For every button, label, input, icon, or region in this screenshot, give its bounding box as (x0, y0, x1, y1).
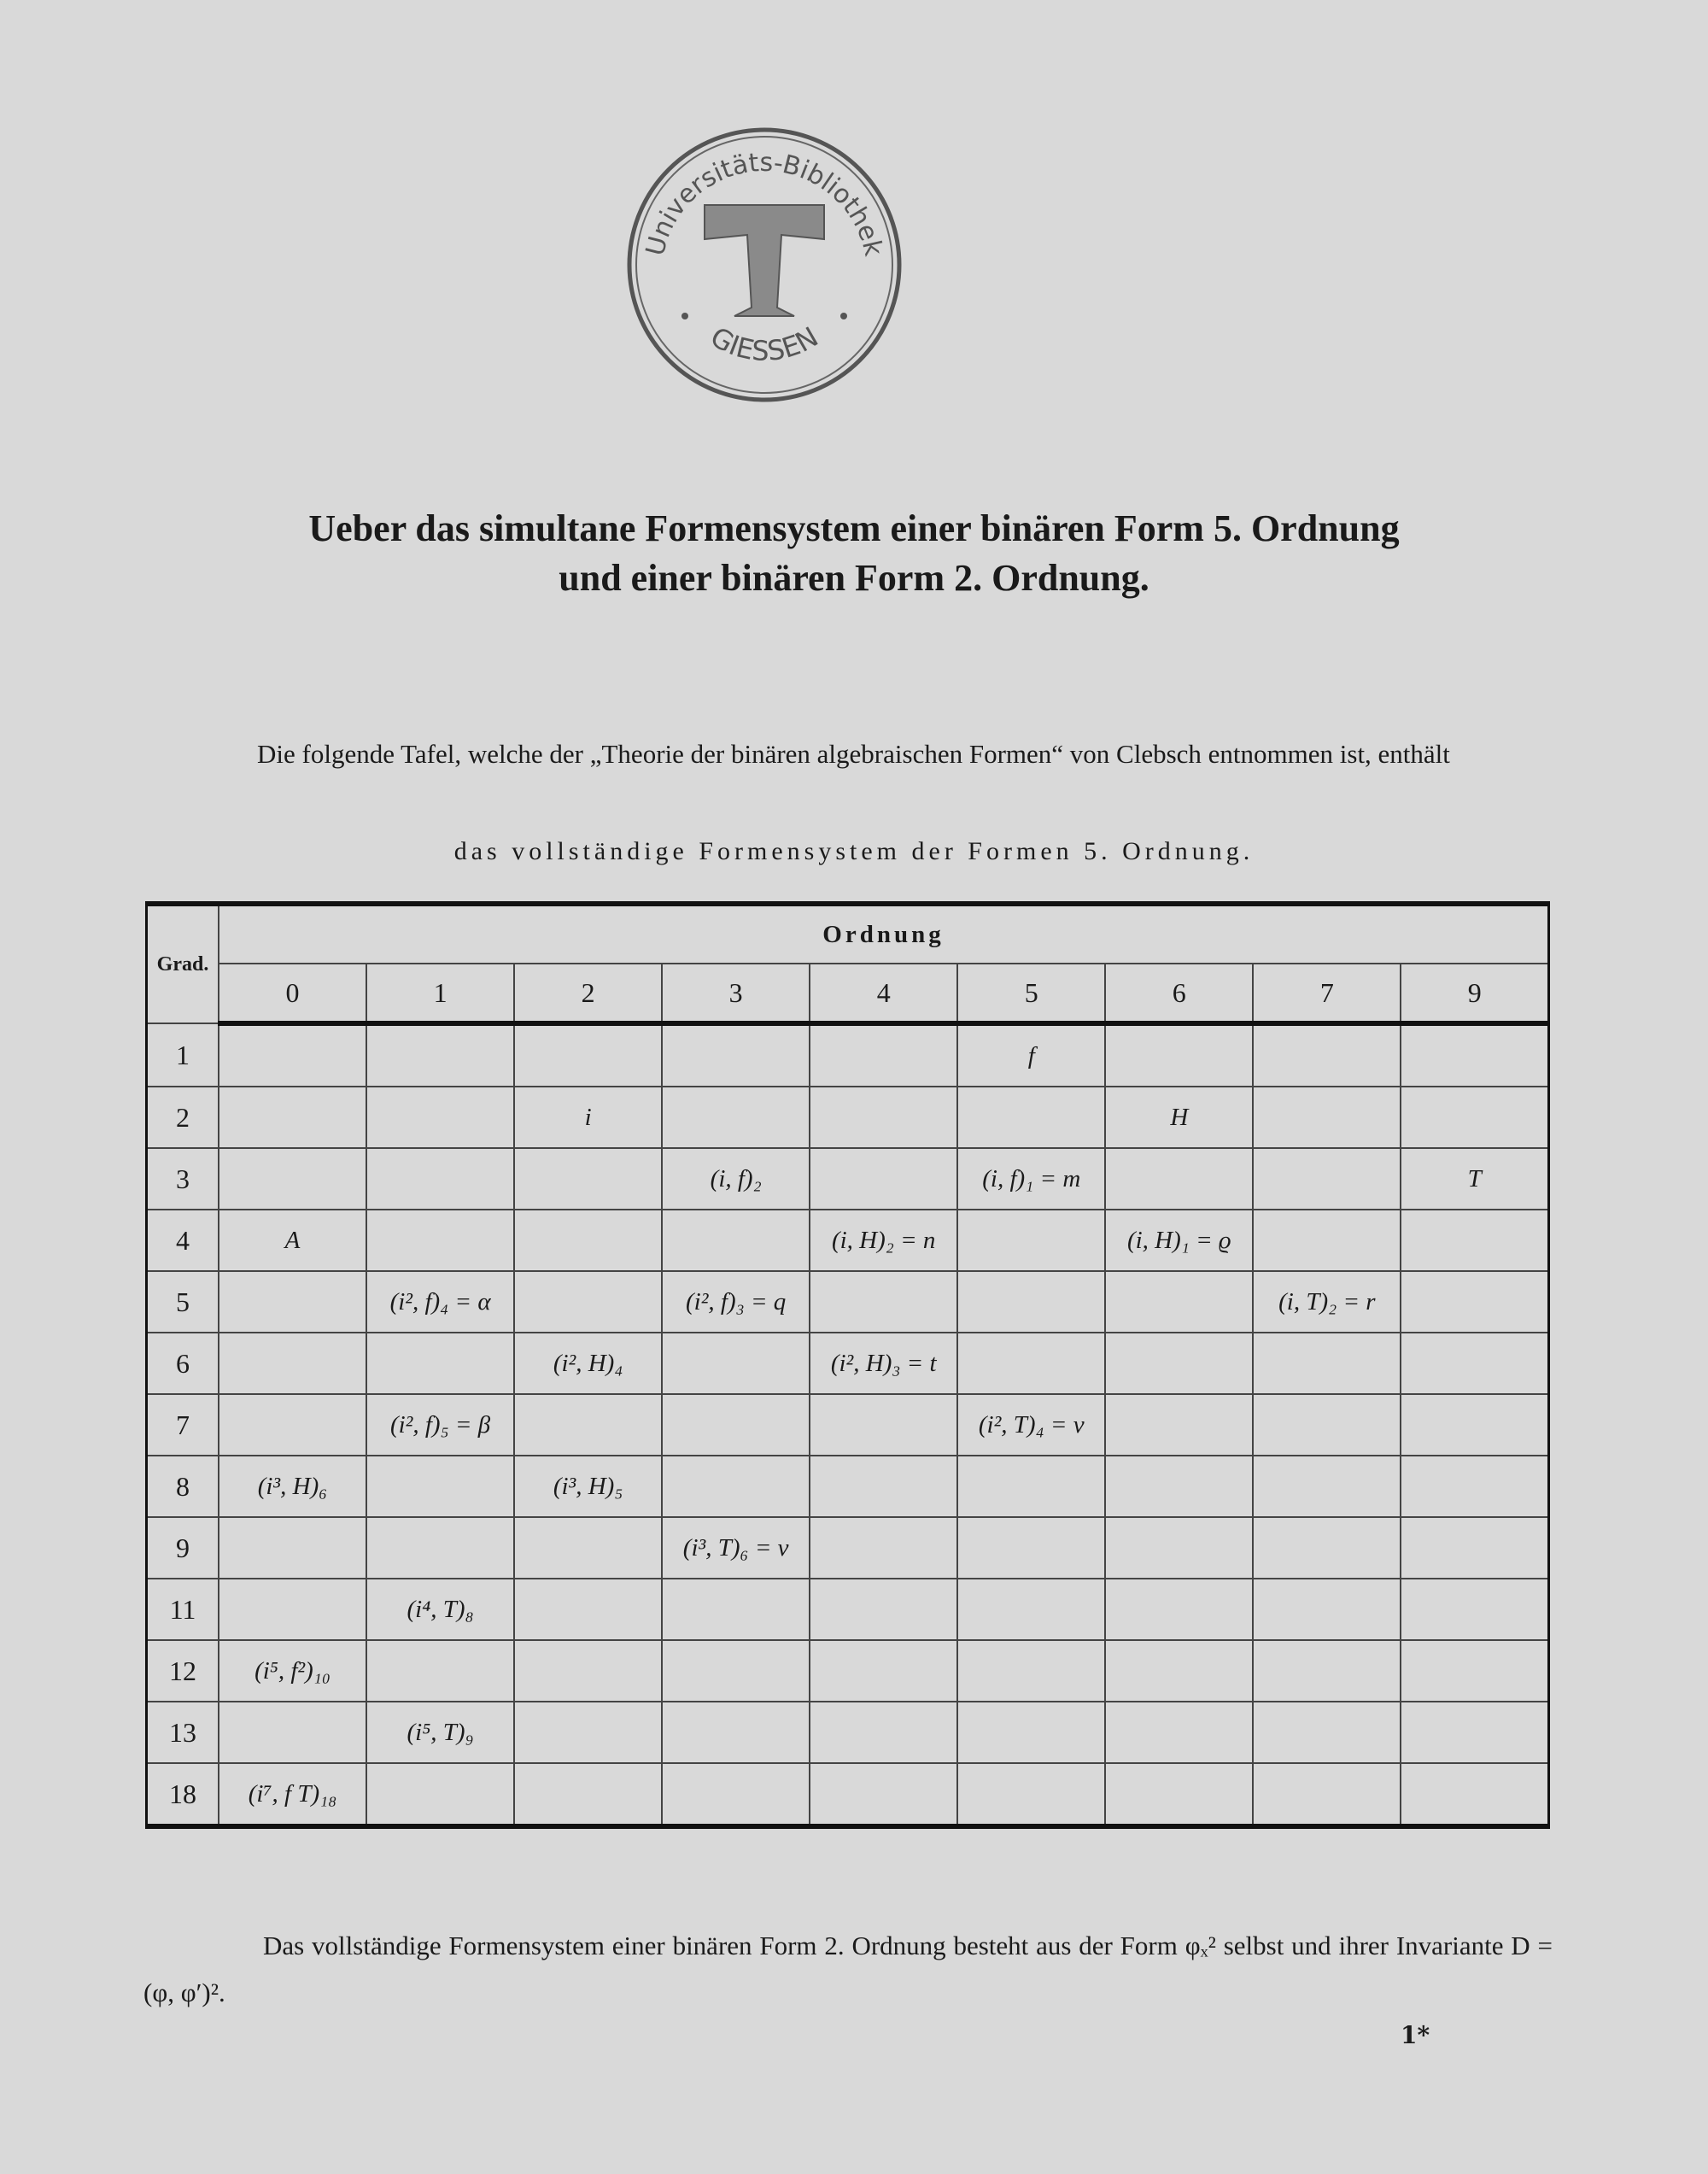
grad-cell: 18 (147, 1763, 219, 1826)
table-cell (810, 1640, 957, 1702)
table-cell (662, 1023, 810, 1087)
table-cell: T (1401, 1148, 1548, 1210)
grad-cell: 4 (147, 1210, 219, 1271)
table-cell: (i⁵, T)₉ (366, 1702, 514, 1763)
table-cell (810, 1023, 957, 1087)
table-cell (957, 1702, 1105, 1763)
table-cell (957, 1087, 1105, 1148)
table-cell (810, 1148, 957, 1210)
svg-text:Universitäts-Bibliothek: Universitäts-Bibliothek (640, 147, 889, 259)
table-cell (1401, 1210, 1548, 1271)
table-cell (219, 1517, 366, 1579)
table-row (147, 1023, 1549, 1087)
table-cell (1401, 1763, 1548, 1826)
table-cell (662, 1702, 810, 1763)
table-cell (366, 1148, 514, 1210)
table-cell (514, 1148, 662, 1210)
table-cell: (i, f)₂ (662, 1148, 810, 1210)
title-line-1: Ueber das simultane Formensystem einer binären Form 5. Ordnung (308, 507, 1400, 549)
table-cell (1105, 1456, 1253, 1517)
grad-cell: 11 (147, 1579, 219, 1640)
table-cell (957, 1517, 1105, 1579)
table-cell (1253, 1640, 1401, 1702)
table-cell (810, 1579, 957, 1640)
table-cell (1105, 1579, 1253, 1640)
table-cell: (i², f)₅ = β (366, 1394, 514, 1456)
table-cell (219, 1579, 366, 1640)
table-row (147, 1702, 1549, 1763)
table-cell (366, 1333, 514, 1394)
table-cell: (i⁵, f²)₁₀ (219, 1640, 366, 1702)
table-cell (219, 1333, 366, 1394)
column-header-row (147, 964, 1549, 1023)
table-cell: (i³, H)₆ (219, 1456, 366, 1517)
table-cell (1253, 1023, 1401, 1087)
table-cell (1401, 1394, 1548, 1456)
table-cell (810, 1087, 957, 1148)
table-cell (366, 1210, 514, 1271)
table-cell (1401, 1271, 1548, 1333)
table-cell (810, 1702, 957, 1763)
table-cell (1253, 1579, 1401, 1640)
table-cell: (i², H)₃ = t (810, 1333, 957, 1394)
table-row (147, 1210, 1549, 1271)
table-cell (219, 1394, 366, 1456)
table-row (147, 1640, 1549, 1702)
column-header: 0 (219, 964, 366, 1023)
column-header: 9 (1401, 964, 1548, 1023)
grad-cell: 1 (147, 1023, 219, 1087)
table-cell (514, 1394, 662, 1456)
table-cell (957, 1333, 1105, 1394)
table-cell (662, 1087, 810, 1148)
table-cell (514, 1640, 662, 1702)
table-row (147, 1579, 1549, 1640)
table-cell (219, 1087, 366, 1148)
table-cell (957, 1271, 1105, 1333)
table-caption: das vollständige Formensystem der Formen 5. Ordnung. (453, 837, 1255, 865)
table-cell (1105, 1702, 1253, 1763)
table-cell (662, 1210, 810, 1271)
table-cell (219, 1023, 366, 1087)
column-header: 6 (1105, 964, 1253, 1023)
grad-cell: 8 (147, 1456, 219, 1517)
grad-cell: 12 (147, 1640, 219, 1702)
table-row (147, 1517, 1549, 1579)
table-cell (1401, 1087, 1548, 1148)
table-cell (1105, 1271, 1253, 1333)
table-cell (1253, 1517, 1401, 1579)
table-cell (957, 1640, 1105, 1702)
table-cell (1401, 1456, 1548, 1517)
table-cell (662, 1333, 810, 1394)
grad-cell: 5 (147, 1271, 219, 1333)
table-cell (514, 1023, 662, 1087)
title-line-2: und einer binären Form 2. Ordnung. (559, 557, 1149, 599)
column-header: 1 (366, 964, 514, 1023)
intro-paragraph: Die folgende Tafel, welche der „Theorie der binären algebraischen Formen“ von Clebsch entnommen ist, enthält (257, 739, 1450, 769)
table-cell (514, 1702, 662, 1763)
table-cell (810, 1271, 957, 1333)
table-row (147, 1456, 1549, 1517)
grad-cell: 9 (147, 1517, 219, 1579)
column-header: 4 (810, 964, 957, 1023)
table-cell: (i³, H)₅ (514, 1456, 662, 1517)
table-cell (1105, 1763, 1253, 1826)
table-cell (366, 1763, 514, 1826)
table-cell (1105, 1640, 1253, 1702)
table-cell (1105, 1333, 1253, 1394)
table-cell (1401, 1579, 1548, 1640)
table-cell: i (514, 1087, 662, 1148)
column-header: 3 (662, 964, 810, 1023)
table-cell (219, 1702, 366, 1763)
table-row (147, 1394, 1549, 1456)
table-cell: (i², f)₄ = α (366, 1271, 514, 1333)
table-row (147, 1148, 1549, 1210)
table-cell: A (219, 1210, 366, 1271)
table-cell (662, 1579, 810, 1640)
table-cell (1105, 1517, 1253, 1579)
table-cell (1253, 1333, 1401, 1394)
footer-paragraph: Das vollständige Formensystem einer binären Form 2. Ordnung besteht aus der Form φₓ² selbst und ihrer Invariante D = (φ, φ′)². (143, 1931, 1553, 2007)
table-cell (366, 1456, 514, 1517)
table-cell (1105, 1023, 1253, 1087)
article-title (0, 504, 1708, 603)
table-cell (662, 1394, 810, 1456)
table-cell (366, 1517, 514, 1579)
table-cell: (i², T)₄ = v (957, 1394, 1105, 1456)
table-cell: H (1105, 1087, 1253, 1148)
ordnung-header: Ordnung (219, 904, 1549, 964)
table-cell (957, 1456, 1105, 1517)
table-cell (1105, 1148, 1253, 1210)
table-cell: (i, T)₂ = r (1253, 1271, 1401, 1333)
table-cell (1401, 1517, 1548, 1579)
grad-cell: 2 (147, 1087, 219, 1148)
table-cell (366, 1640, 514, 1702)
table-cell (662, 1456, 810, 1517)
table-cell (514, 1763, 662, 1826)
table-cell (1401, 1640, 1548, 1702)
grad-cell: 7 (147, 1394, 219, 1456)
table-cell (1253, 1394, 1401, 1456)
table-cell (662, 1763, 810, 1826)
column-header: 2 (514, 964, 662, 1023)
table-cell (1253, 1763, 1401, 1826)
table-cell (957, 1763, 1105, 1826)
table-row (147, 1333, 1549, 1394)
table-cell (366, 1023, 514, 1087)
library-stamp (623, 124, 905, 406)
grad-header: Grad. (147, 904, 219, 1023)
table-cell (514, 1579, 662, 1640)
table-cell (219, 1271, 366, 1333)
table-cell (514, 1271, 662, 1333)
table-cell (1401, 1333, 1548, 1394)
table-cell (514, 1517, 662, 1579)
grad-cell: 13 (147, 1702, 219, 1763)
grad-cell: 3 (147, 1148, 219, 1210)
table-cell (810, 1763, 957, 1826)
table-cell (366, 1087, 514, 1148)
table-cell: (i, f)₁ = m (957, 1148, 1105, 1210)
table-cell (514, 1210, 662, 1271)
table-cell (810, 1394, 957, 1456)
table-cell (1253, 1456, 1401, 1517)
column-header: 7 (1253, 964, 1401, 1023)
table-cell (1253, 1148, 1401, 1210)
column-header: 5 (957, 964, 1105, 1023)
table-row (147, 1271, 1549, 1333)
table-cell: (i, H)₁ = ϱ (1105, 1210, 1253, 1271)
table-cell (1105, 1394, 1253, 1456)
table-cell: (i⁷, f T)₁₈ (219, 1763, 366, 1826)
table-cell: (i, H)₂ = n (810, 1210, 957, 1271)
table-cell (810, 1517, 957, 1579)
table-cell (1253, 1702, 1401, 1763)
table-cell (1253, 1210, 1401, 1271)
table-cell: (i³, T)₆ = ν (662, 1517, 810, 1579)
table-cell: (i², f)₃ = q (662, 1271, 810, 1333)
grad-cell: 6 (147, 1333, 219, 1394)
table-cell (1253, 1087, 1401, 1148)
table-cell (810, 1456, 957, 1517)
table-cell: (i⁴, T)₈ (366, 1579, 514, 1640)
table-cell: (i², H)₄ (514, 1333, 662, 1394)
table-cell: f (957, 1023, 1105, 1087)
table-cell (219, 1148, 366, 1210)
table-cell (957, 1579, 1105, 1640)
table-cell (1401, 1702, 1548, 1763)
table-cell (662, 1640, 810, 1702)
formensystem-table (145, 901, 1550, 1829)
table-row (147, 1087, 1549, 1148)
page-number: 1* (1401, 2021, 1430, 2049)
table-row (147, 1763, 1549, 1826)
table-cell (1401, 1023, 1548, 1087)
table-cell (957, 1210, 1105, 1271)
svg-text:GIESSEN: GIESSEN (705, 319, 824, 368)
